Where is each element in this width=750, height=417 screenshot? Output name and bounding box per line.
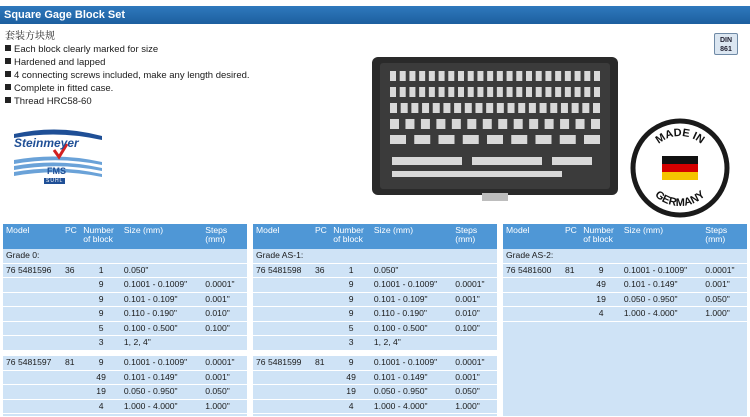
cell-model: [3, 385, 62, 400]
cell-model: [3, 307, 62, 322]
cell-model: [253, 321, 312, 336]
made-in-germany-badge: [630, 118, 730, 218]
column-header-pc: PC: [312, 224, 330, 249]
spec-table: [253, 224, 497, 414]
feature-item: Hardened and lapped: [5, 56, 250, 69]
cell-pc: 81: [312, 356, 330, 370]
spec-table: [3, 224, 247, 414]
table-row: [253, 321, 497, 336]
cell-steps: 0.050": [202, 385, 247, 400]
steinmeyer-logo: Steinmeyer FMS SUHL: [10, 126, 106, 186]
cell-size: 1.000 - 4.000": [121, 399, 202, 414]
cell-size: 0.1001 - 0.1009": [621, 263, 702, 278]
cell-num: 4: [580, 307, 621, 322]
table-row: [3, 263, 247, 278]
cell-pc: 81: [562, 263, 580, 278]
cell-model: 76 5481598: [253, 263, 312, 278]
cell-pc: 81: [62, 356, 80, 370]
cell-steps: [202, 336, 247, 351]
cell-pc: 36: [312, 263, 330, 278]
table-row: [503, 307, 747, 322]
cell-model: [253, 370, 312, 385]
feature-item: Complete in fitted case.: [5, 82, 250, 95]
page-title: Square Gage Block Set: [0, 6, 750, 24]
cell-model: [503, 307, 562, 322]
cell-model: [253, 399, 312, 414]
cell-pc: [562, 278, 580, 293]
table-row: [253, 307, 497, 322]
table-row: [503, 278, 747, 293]
cell-steps: 0.001": [202, 370, 247, 385]
cell-size: 0.1001 - 0.1009": [121, 356, 202, 370]
cell-steps: 0.050": [702, 292, 747, 307]
cell-num: 5: [330, 321, 371, 336]
cell-num: 9: [330, 278, 371, 293]
cell-model: [503, 292, 562, 307]
cell-steps: 1.000": [702, 307, 747, 322]
cell-pc: [312, 292, 330, 307]
table-row: [253, 385, 497, 400]
grade-row: [3, 249, 247, 263]
column-header-model: Model: [3, 224, 62, 249]
table-row: [253, 336, 497, 351]
grade-label: Grade 0:: [3, 249, 247, 263]
grade-row: [253, 249, 497, 263]
table-row: [3, 292, 247, 307]
cell-num: 19: [330, 385, 371, 400]
cell-size: 0.110 - 0.190": [371, 307, 452, 322]
cell-pc: [562, 292, 580, 307]
gage-block-case-image: [372, 57, 618, 203]
cell-num: 9: [80, 307, 121, 322]
cell-model: [253, 278, 312, 293]
cell-pc: [62, 399, 80, 414]
cell-size: 0.050 - 0.950": [121, 385, 202, 400]
table-row: [3, 385, 247, 400]
cell-steps: 1.000": [202, 399, 247, 414]
cell-size: 0.101 - 0.149": [371, 370, 452, 385]
column-header-pc: PC: [62, 224, 80, 249]
cell-steps: 0.001": [702, 278, 747, 293]
cell-steps: 0.001": [202, 292, 247, 307]
cell-model: [3, 370, 62, 385]
column-header-size: Size (mm): [621, 224, 702, 249]
table-row: [3, 399, 247, 414]
cell-num: 4: [330, 399, 371, 414]
table-row: [253, 292, 497, 307]
cell-num: 9: [80, 278, 121, 293]
cell-pc: [312, 307, 330, 322]
table-row: [253, 356, 497, 370]
column-header-model: Model: [253, 224, 312, 249]
cell-num: 19: [580, 292, 621, 307]
table-row: [3, 307, 247, 322]
cell-model: [503, 278, 562, 293]
cell-pc: [312, 278, 330, 293]
cell-model: 76 5481599: [253, 356, 312, 370]
feature-item: Thread HRC58-60: [5, 95, 250, 108]
spec-table: [503, 224, 747, 322]
column-header-size: Size (mm): [371, 224, 452, 249]
cell-pc: 36: [62, 263, 80, 278]
cell-size: 0.1001 - 0.1009": [371, 278, 452, 293]
cell-num: 1: [80, 263, 121, 278]
bullet-square-icon: [5, 97, 11, 103]
cell-steps: 1.000": [452, 399, 497, 414]
table-row: [503, 292, 747, 307]
cell-size: 1, 2, 4": [371, 336, 452, 351]
logo-swoosh-icon: [10, 126, 106, 186]
cell-num: 9: [580, 263, 621, 278]
table-header-row: [253, 224, 497, 249]
cell-steps: 0.050": [452, 385, 497, 400]
column-header-pc: PC: [562, 224, 580, 249]
cell-pc: [62, 370, 80, 385]
cell-pc: [312, 336, 330, 351]
column-header-number: Number of block: [330, 224, 371, 249]
cell-pc: [562, 307, 580, 322]
cell-size: 1, 2, 4": [121, 336, 202, 351]
specification-tables: [3, 224, 747, 416]
bullet-square-icon: [5, 84, 11, 90]
cell-steps: [452, 336, 497, 351]
cell-pc: [62, 321, 80, 336]
cell-model: 76 5481596: [3, 263, 62, 278]
cell-num: 4: [80, 399, 121, 414]
cell-steps: 0.010": [452, 307, 497, 322]
table-row: [3, 336, 247, 351]
grade-row: [503, 249, 747, 263]
cell-size: 0.100 - 0.500": [121, 321, 202, 336]
column-header-number: Number of block: [580, 224, 621, 249]
table-row: [3, 356, 247, 370]
table-row: [253, 263, 497, 278]
cell-num: 1: [330, 263, 371, 278]
cell-pc: [62, 385, 80, 400]
cell-pc: [312, 370, 330, 385]
column-header-size: Size (mm): [121, 224, 202, 249]
cell-model: [253, 307, 312, 322]
cell-steps: 0.001": [452, 292, 497, 307]
cell-steps: 0.0001": [702, 263, 747, 278]
cell-num: 19: [80, 385, 121, 400]
column-header-steps: Steps (mm): [452, 224, 497, 249]
cell-size: 0.101 - 0.109": [371, 292, 452, 307]
cell-size: 0.050": [121, 263, 202, 278]
spec-table-panel: [253, 224, 497, 416]
spec-table-panel: [3, 224, 247, 416]
cell-model: [253, 336, 312, 351]
cell-num: 9: [330, 292, 371, 307]
cell-pc: [62, 307, 80, 322]
cell-model: [3, 292, 62, 307]
cell-size: 0.101 - 0.149": [121, 370, 202, 385]
column-header-steps: Steps (mm): [702, 224, 747, 249]
cell-num: 49: [80, 370, 121, 385]
table-row: [503, 263, 747, 278]
cell-model: 76 5481597: [3, 356, 62, 370]
cell-size: 0.100 - 0.500": [371, 321, 452, 336]
cell-size: 0.1001 - 0.1009": [121, 278, 202, 293]
cell-num: 49: [330, 370, 371, 385]
cell-steps: [202, 263, 247, 278]
cell-pc: [312, 321, 330, 336]
feature-item: 4 connecting screws included, make any length desired.: [5, 69, 250, 82]
column-header-model: Model: [503, 224, 562, 249]
cell-num: 5: [80, 321, 121, 336]
cell-pc: [312, 399, 330, 414]
svg-text:MADE IN: MADE IN: [653, 126, 707, 147]
bullet-square-icon: [5, 45, 11, 51]
table-row: [253, 399, 497, 414]
table-row: [3, 278, 247, 293]
cell-size: 0.050": [371, 263, 452, 278]
bullet-square-icon: [5, 71, 11, 77]
cell-num: 9: [80, 292, 121, 307]
cell-num: 3: [80, 336, 121, 351]
cell-steps: 0.0001": [452, 278, 497, 293]
cell-num: 9: [80, 356, 121, 370]
cell-num: 3: [330, 336, 371, 351]
cell-size: 0.101 - 0.109": [121, 292, 202, 307]
table-header-row: [3, 224, 247, 249]
cell-model: [3, 278, 62, 293]
bullet-square-icon: [5, 58, 11, 64]
cell-model: [253, 385, 312, 400]
cell-model: [3, 336, 62, 351]
table-row: [253, 278, 497, 293]
chinese-title: 套装方块规: [5, 31, 55, 42]
column-header-steps: Steps (mm): [202, 224, 247, 249]
cell-model: [253, 292, 312, 307]
table-row: [3, 370, 247, 385]
cell-steps: 0.0001": [202, 356, 247, 370]
cell-size: 0.101 - 0.149": [621, 278, 702, 293]
cell-size: 0.1001 - 0.1009": [371, 356, 452, 370]
cell-num: 49: [580, 278, 621, 293]
cell-size: 1.000 - 4.000": [621, 307, 702, 322]
grade-label: Grade AS-2:: [503, 249, 747, 263]
spec-table-panel: [503, 224, 747, 416]
cell-steps: 0.100": [202, 321, 247, 336]
cell-num: 9: [330, 307, 371, 322]
cell-pc: [312, 385, 330, 400]
cell-pc: [62, 292, 80, 307]
cell-steps: 0.0001": [452, 356, 497, 370]
column-header-number: Number of block: [80, 224, 121, 249]
cell-pc: [62, 336, 80, 351]
cell-steps: 0.010": [202, 307, 247, 322]
grade-label: Grade AS-1:: [253, 249, 497, 263]
feature-list: [5, 43, 250, 108]
cell-pc: [62, 278, 80, 293]
cell-steps: 0.0001": [202, 278, 247, 293]
cell-num: 9: [330, 356, 371, 370]
cell-steps: 0.100": [452, 321, 497, 336]
table-row: [253, 370, 497, 385]
cell-steps: [452, 263, 497, 278]
cell-size: 1.000 - 4.000": [371, 399, 452, 414]
cell-model: 76 5481600: [503, 263, 562, 278]
cell-model: [3, 321, 62, 336]
table-header-row: [503, 224, 747, 249]
cell-model: [3, 399, 62, 414]
cell-size: 0.110 - 0.190": [121, 307, 202, 322]
feature-item: Each block clearly marked for size: [5, 43, 250, 56]
cell-size: 0.050 - 0.950": [621, 292, 702, 307]
cell-steps: 0.001": [452, 370, 497, 385]
cell-size: 0.050 - 0.950": [371, 385, 452, 400]
din-861-badge: DIN 861: [714, 33, 738, 55]
svg-text:GERMANY: GERMANY: [652, 188, 708, 210]
table-row: [3, 321, 247, 336]
